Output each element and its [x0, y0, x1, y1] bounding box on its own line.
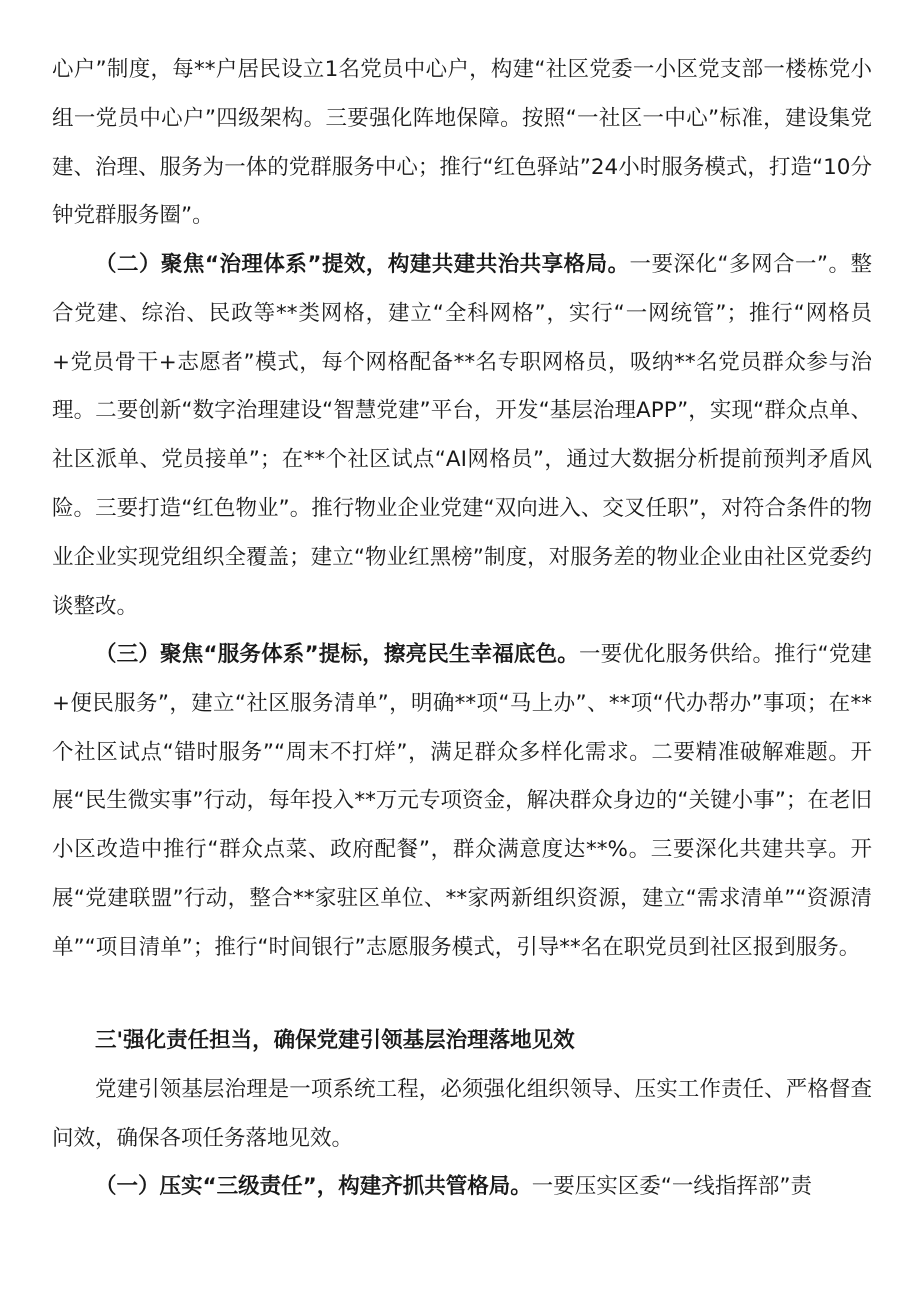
paragraph-text: 党建引领基层治理是一项系统工程，必须强化组织领导、压实工作责任、严格督查问效，确保各项任务落地见效。 [52, 1077, 872, 1151]
section-heading-governance: （二）聚焦“治理体系”提效，构建共建共治共享格局。 [95, 252, 630, 277]
paragraph-governance-system [52, 241, 872, 631]
paragraph-continuation [52, 46, 872, 241]
paragraph-service-system [52, 631, 872, 973]
heading-text: 三'强化责任担当，确保党建引领基层治理落地见效 [95, 1028, 575, 1053]
paragraph-intro [52, 1066, 872, 1164]
paragraph-three-level-responsibility [52, 1163, 872, 1212]
paragraph-text: 一要压实区委“一线指挥部”责 [531, 1174, 813, 1199]
section-heading-responsibility: （一）压实“三级责任”，构建齐抓共管格局。 [95, 1174, 532, 1199]
paragraph-text: 心户”制度，每**户居民设立1名党员中心户，构建“社区党委一小区党支部一楼栋党小组一党员中心户”四级架构。三要强化阵地保障。按照“一社区一中心”标准，建设集党建、治理、服务为一体的党群服务中心；推行“红色驿站”24小时服务模式，打造“10分钟党群服务圈”。 [52, 57, 872, 229]
chapter-heading-responsibility [52, 1017, 872, 1066]
paragraph-text: 一要深化“多网合一”。整合党建、综治、民政等**类网格，建立“全科网格”，实行“一网统管”；推行“网格员+党员骨干+志愿者”模式，每个网格配备**名专职网格员，吸纳**名党员群众参与治理。二要创新“数字治理建设“智慧党建”平台，开发“基层治理APP”，实现“群众点单、社区派单、党员接单”；在**个社区试点“AI网格员”，通过大数据分析提前预判矛盾风险。三要打造“红色物业”。推行物业企业党建“双向进入、交叉任职”，对符合条件的物业企业实现党组织全覆盖；建立“物业红黑榜”制度，对服务差的物业企业由社区党委约谈整改。 [52, 252, 873, 619]
paragraph-text: 一要优化服务供给。推行“党建+便民服务”，建立“社区服务清单”，明确**项“马上办”、**项“代办帮办”事项；在**个社区试点“错时服务”“周末不打烊”，满足群众多样化需求。二要精准破解难题。开展“民生微实事”行动，每年投入**万元专项资金，解决群众身边的“关键小事”；在老旧小区改造中推行“群众点菜、政府配餐”，群众满意度达**%。三要深化共建共享。开展“党建联盟”行动，整合**家驻区单位、**家两新组织资源，建立“需求清单”“资源清单”“项目清单”；推行“时间银行”志愿服务模式，引导**名在职党员到社区报到服务。 [52, 642, 873, 960]
section-heading-service: （三）聚焦“服务体系”提标，擦亮民生幸福底色。 [95, 642, 579, 667]
